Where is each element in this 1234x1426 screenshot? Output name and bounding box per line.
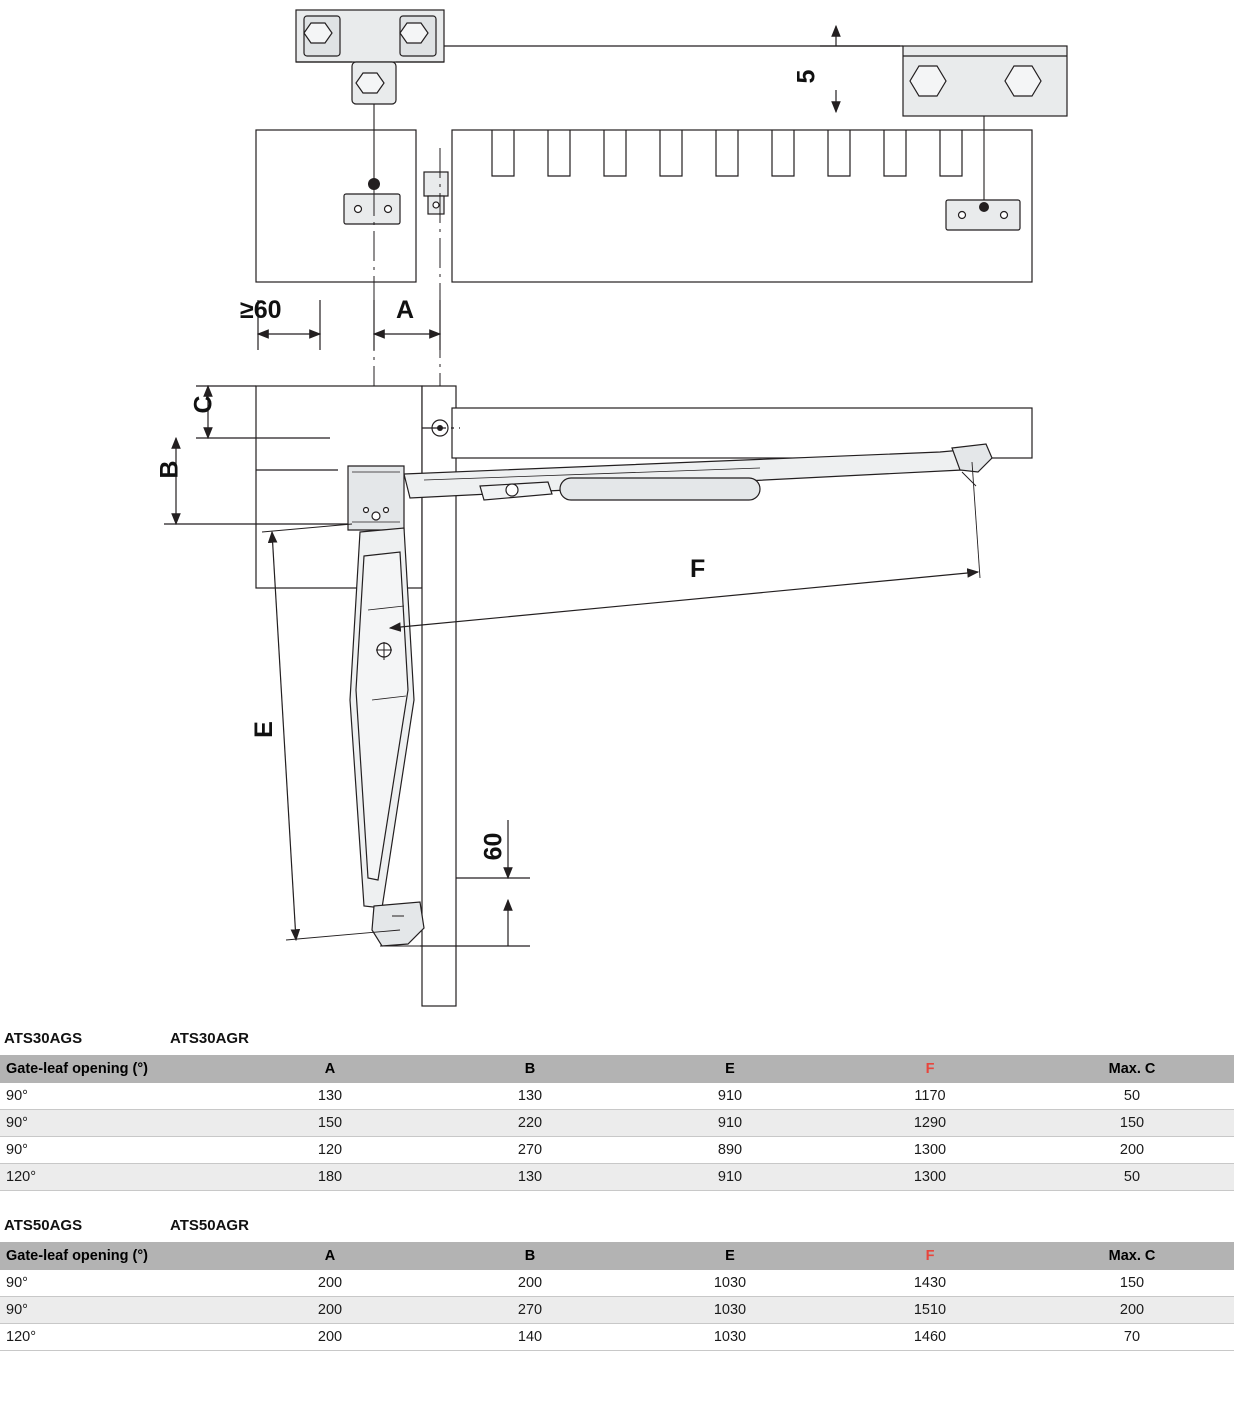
- cell-e: 910: [630, 1083, 830, 1110]
- th-a: A: [230, 1055, 430, 1083]
- cell-a: 120: [230, 1137, 430, 1164]
- top-bracket-left: [296, 10, 444, 104]
- top-bracket-right: [903, 46, 1067, 116]
- cell-maxc: 70: [1030, 1324, 1234, 1351]
- th-e: E: [630, 1055, 830, 1083]
- model-row-ats30: [0, 1030, 1234, 1055]
- cell-f: 1430: [830, 1270, 1030, 1297]
- cell-a: 200: [230, 1297, 430, 1324]
- model-ats50ags: ATS50AGS: [4, 1217, 83, 1234]
- cell-e: 890: [630, 1137, 830, 1164]
- cell-maxc: 200: [1030, 1137, 1234, 1164]
- cell-b: 220: [430, 1110, 630, 1137]
- cell-a: 150: [230, 1110, 430, 1137]
- th-maxc: Max. C: [1030, 1242, 1234, 1270]
- cell-opening: 90°: [0, 1297, 230, 1324]
- table-row: [0, 1164, 1234, 1191]
- cell-f: 1460: [830, 1324, 1030, 1351]
- table-row: [0, 1110, 1234, 1137]
- table-row: [0, 1324, 1234, 1351]
- cell-opening: 120°: [0, 1324, 230, 1351]
- th-e: E: [630, 1242, 830, 1270]
- cell-opening: 90°: [0, 1083, 230, 1110]
- cell-b: 270: [430, 1137, 630, 1164]
- table-row: [0, 1083, 1234, 1110]
- table-ats30: [0, 1055, 1234, 1191]
- cell-maxc: 150: [1030, 1110, 1234, 1137]
- table-row: [0, 1137, 1234, 1164]
- cell-maxc: 50: [1030, 1164, 1234, 1191]
- cell-e: 910: [630, 1110, 830, 1137]
- label-dim-5: 5: [792, 69, 821, 84]
- cell-b: 130: [430, 1083, 630, 1110]
- table-header-row: [0, 1242, 1234, 1270]
- model-ats30ags: ATS30AGS: [4, 1030, 83, 1047]
- cell-maxc: 150: [1030, 1270, 1234, 1297]
- model-ats30agr: ATS30AGR: [170, 1030, 249, 1047]
- cell-e: 1030: [630, 1270, 830, 1297]
- closer-arm-lower: [350, 528, 424, 946]
- cell-e: 910: [630, 1164, 830, 1191]
- cell-opening: 90°: [0, 1270, 230, 1297]
- table-row: [0, 1270, 1234, 1297]
- th-maxc: Max. C: [1030, 1055, 1234, 1083]
- table-header-row: [0, 1055, 1234, 1083]
- label-dim-60: 60: [479, 832, 508, 861]
- table-row: [0, 1297, 1234, 1324]
- label-dim-F: F: [690, 555, 706, 583]
- cell-e: 1030: [630, 1297, 830, 1324]
- cell-f: 1170: [830, 1083, 1030, 1110]
- cell-opening: 90°: [0, 1137, 230, 1164]
- th-opening: Gate-leaf opening (°): [0, 1055, 230, 1083]
- cell-a: 200: [230, 1324, 430, 1351]
- cell-b: 270: [430, 1297, 630, 1324]
- cell-b: 130: [430, 1164, 630, 1191]
- label-dim-min60: ≥60: [240, 296, 282, 324]
- cell-a: 200: [230, 1270, 430, 1297]
- th-a: A: [230, 1242, 430, 1270]
- cell-a: 180: [230, 1164, 430, 1191]
- cell-b: 140: [430, 1324, 630, 1351]
- cell-a: 130: [230, 1083, 430, 1110]
- th-b: B: [430, 1055, 630, 1083]
- table-ats50: [0, 1242, 1234, 1351]
- label-dim-C: C: [189, 395, 218, 414]
- th-b: B: [430, 1242, 630, 1270]
- table-gap: [0, 1191, 1234, 1217]
- cell-f: 1300: [830, 1137, 1030, 1164]
- dim-5-lines: [820, 26, 900, 112]
- label-dim-B: B: [155, 460, 184, 479]
- cell-f: 1290: [830, 1110, 1030, 1137]
- model-ats50agr: ATS50AGR: [170, 1217, 249, 1234]
- cell-opening: 120°: [0, 1164, 230, 1191]
- th-f: F: [830, 1055, 1030, 1083]
- cell-b: 200: [430, 1270, 630, 1297]
- cell-maxc: 200: [1030, 1297, 1234, 1324]
- cell-e: 1030: [630, 1324, 830, 1351]
- th-opening: Gate-leaf opening (°): [0, 1242, 230, 1270]
- cell-maxc: 50: [1030, 1083, 1234, 1110]
- dimension-tables: [0, 1030, 1234, 1351]
- cell-f: 1300: [830, 1164, 1030, 1191]
- cell-opening: 90°: [0, 1110, 230, 1137]
- cell-f: 1510: [830, 1297, 1030, 1324]
- model-row-ats50: [0, 1217, 1234, 1242]
- label-dim-A: A: [396, 296, 415, 324]
- label-dim-E: E: [249, 721, 278, 738]
- th-f: F: [830, 1242, 1030, 1270]
